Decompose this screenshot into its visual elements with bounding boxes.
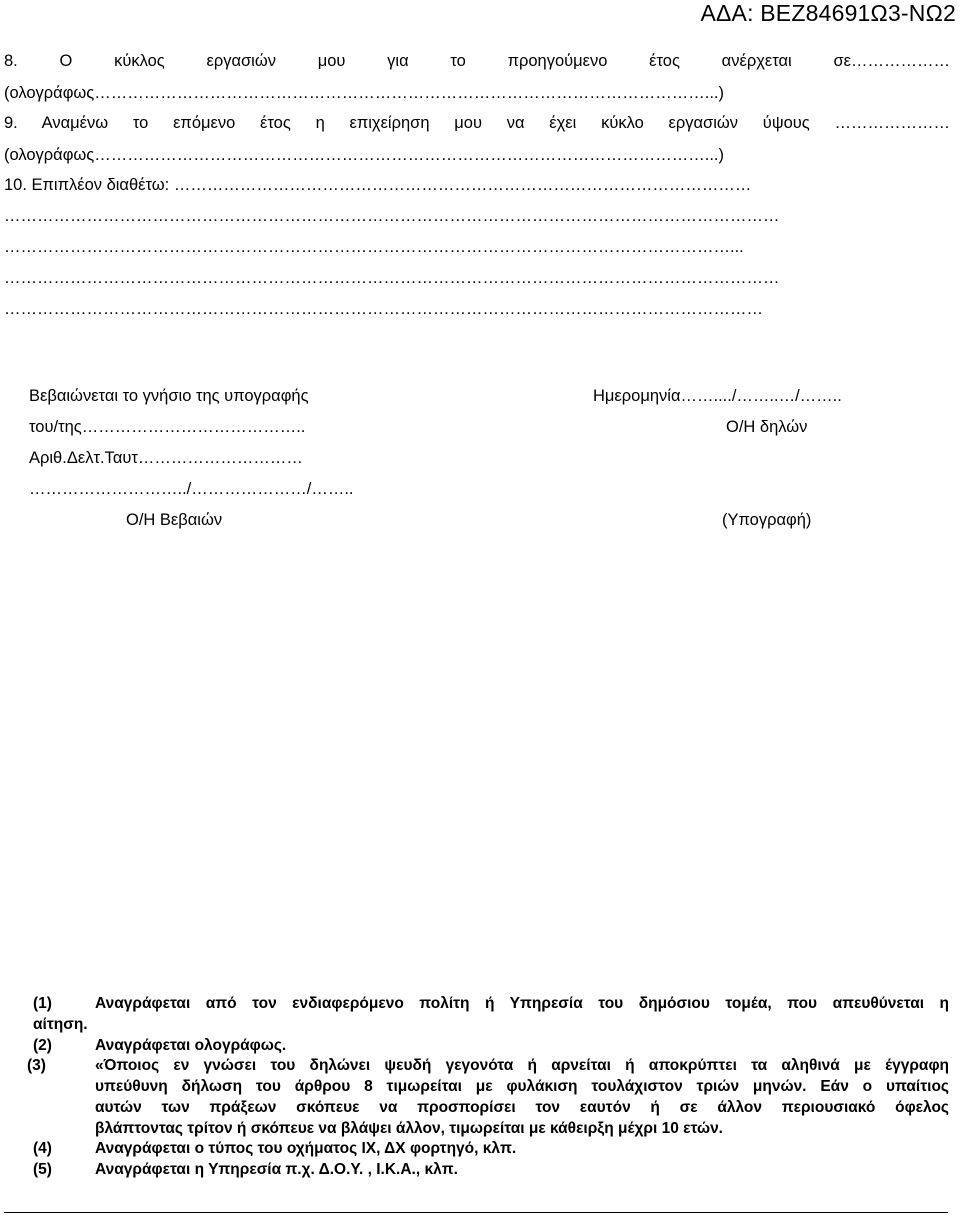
footnote-3-line3: αυτών των πράξεων σκόπευε να προσπορίσει τον εαυτόν ή σε άλλον περιουσιακό όφελος <box>95 1099 949 1116</box>
footnote-4 <box>33 1138 949 1159</box>
bottom-rule <box>4 1212 948 1213</box>
footnote-5-number: (5) <box>33 1161 52 1178</box>
id-card-label: Αριθ.Δελτ.Ταυτ………………………… <box>29 449 303 467</box>
footnote-5 <box>33 1159 949 1180</box>
footnote-3-line2: υπεύθυνη δήλωση του άρθρου 8 τιμωρείται με φυλάκιση τουλάχιστον τριών μηνών. Εάν ο υπαίτιος <box>95 1078 949 1095</box>
item8-line2: (ολογράφως…………………………………………………………………………………………………...) <box>4 84 724 102</box>
footnote-4-text: Αναγράφεται ο τύπος του οχήματος ΙΧ, ΔΧ φορτηγό, κλπ. <box>95 1140 517 1157</box>
footnote-3-line1: «Όποιος εν γνώσει του δηλώνει ψευδή γεγονότα ή αρνείται ή αποκρύπτει τα αληθινά με έγγραφη <box>95 1057 949 1074</box>
declarant-role: Ο/Η δηλών <box>726 418 808 436</box>
footnote-5-text: Αναγράφεται η Υπηρεσία π.χ. Δ.Ο.Υ. , Ι.Κ.Α., κλπ. <box>95 1161 458 1178</box>
certify-label: Βεβαιώνεται το γνήσιο της υπογραφής <box>29 387 309 405</box>
footnote-3-number: (3) <box>27 1057 46 1074</box>
date-label: Ημερομηνία……..../……..…/…….. <box>593 387 842 405</box>
certifier-date: ………………………../…………………/…….. <box>29 480 354 498</box>
footnote-4-number: (4) <box>33 1140 52 1157</box>
footnote-2 <box>33 1035 949 1056</box>
footnote-3 <box>27 1055 949 1139</box>
signature-label: (Υπογραφή) <box>722 511 812 529</box>
footnote-1-text-line2: αίτηση. <box>33 1016 88 1033</box>
item10-line1: 10. Επιπλέον διαθέτω: …………………………………………………………………………………………… <box>4 176 752 194</box>
item10-line5: ………………………………………………………………………………………………………………………… <box>4 300 763 318</box>
item9-line1: 9. Αναμένω το επόμενο έτος η επιχείρηση μου να έχει κύκλο εργασιών ύψους ………………… <box>4 114 950 132</box>
ada-stamp: ΑΔΑ: ΒΕΖ84691Ω3-ΝΩ2 <box>700 0 956 26</box>
footnote-3-line4: βλάπτοντας τρίτον ή σκόπευε να βλάψει άλλον, τιμωρείται με κάθειρξη μέχρι 10 ετών. <box>95 1120 723 1137</box>
item10-line3: ……………………………………………………………………………………………………………………... <box>4 238 744 256</box>
item9-line2: (ολογράφως…………………………………………………………………………………………………...) <box>4 146 724 164</box>
footnote-1-text-line1: Αναγράφεται από τον ενδιαφερόμενο πολίτη ή Υπηρεσία του δημόσιου τομέα, που απευθύνεται η <box>95 995 949 1012</box>
footnote-2-text: Αναγράφεται ολογράφως. <box>95 1037 287 1054</box>
of-label: του/της………………………………….. <box>29 418 306 436</box>
item10-line4: …………………………………………………………………………………………………………………………… <box>4 269 780 287</box>
footnote-1-number: (1) <box>33 995 52 1012</box>
footnote-2-number: (2) <box>33 1037 52 1054</box>
item10-line2: …………………………………………………………………………………………………………………………… <box>4 207 780 225</box>
item8-line1: 8. Ο κύκλος εργασιών μου για το προηγούμενο έτος ανέρχεται σε……………… <box>4 52 950 70</box>
footnote-1 <box>33 993 949 1035</box>
certifier-role: Ο/Η Βεβαιών <box>126 511 223 529</box>
